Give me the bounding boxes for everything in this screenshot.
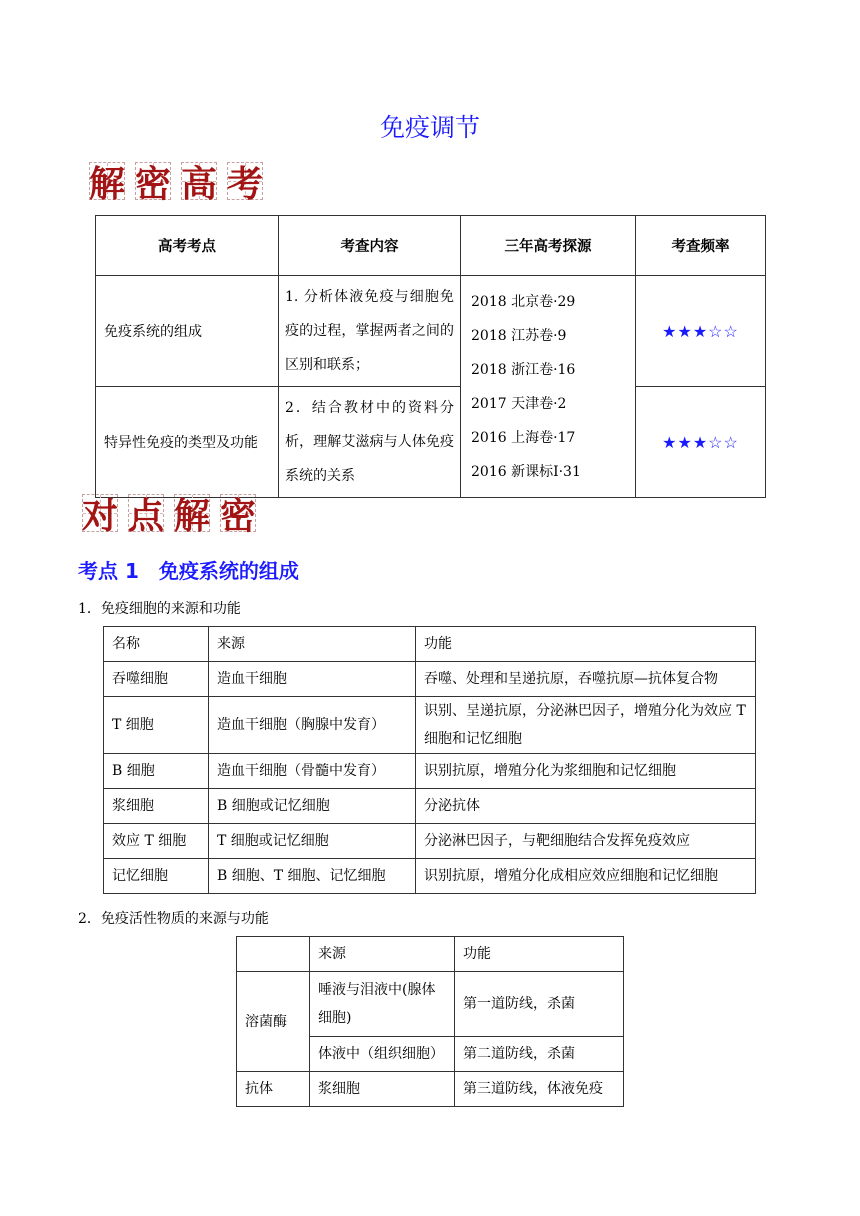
table-cell: 第二道防线，杀菌 [455,1037,624,1072]
table-row [237,972,624,1037]
source-item: 2018 江苏卷·9 [471,327,567,344]
section-heading: 考点 1 免疫系统的组成 [78,559,299,583]
banner-char: 解 [173,495,210,537]
content-cell-1: 1. 分析体液免疫与细胞免疫的过程，掌握两者之间的区别和联系； [279,276,461,387]
source-item: 2018 北京卷·29 [471,293,576,310]
table-cell: B 细胞或记忆细胞 [209,789,416,824]
header-cell: 考查内容 [279,216,461,276]
point-cell: 免疫系统的组成 [96,276,279,387]
table-cell: 第一道防线，杀菌 [455,972,624,1037]
immune-substances-table [236,936,624,1107]
table-cell: 识别、呈递抗原，分泌淋巴因子，增殖分化为效应 T 细胞和记忆细胞 [416,697,756,754]
page-title: 免疫调节 [379,113,480,142]
table-cell: 唾液与泪液中(腺体细胞) [310,972,455,1037]
table-cell: 识别抗原，增殖分化成相应效应细胞和记忆细胞 [416,859,756,894]
table-row [104,789,756,824]
banner-char: 密 [134,163,171,205]
overview-table [95,215,766,498]
header-cell: 来源 [209,627,416,662]
header-cell: 来源 [310,937,455,972]
header-cell: 三年高考探源 [461,216,636,276]
frequency-stars: ★★★☆☆ [636,387,766,498]
table-cell: T 细胞 [104,697,209,754]
header-cell: 考查频率 [636,216,766,276]
table-cell: 吞噬、处理和呈递抗原，吞噬抗原—抗体复合物 [416,662,756,697]
banner-jiemi-gaokao [85,160,267,205]
point-cell: 特异性免疫的类型及功能 [96,387,279,498]
table-cell: 第三道防线，体液免疫 [455,1072,624,1107]
table-cell: 浆细胞 [310,1072,455,1107]
header-cell [237,937,310,972]
header-cell: 功能 [455,937,624,972]
table-cell: 浆细胞 [104,789,209,824]
banner-char: 高 [180,163,217,205]
table-cell: 溶菌酶 [237,972,310,1072]
header-cell: 高考考点 [96,216,279,276]
banner-char: 密 [219,495,256,537]
header-cell: 功能 [416,627,756,662]
source-item: 2018 浙江卷·16 [471,361,576,378]
table-cell: B 细胞、T 细胞、记忆细胞 [209,859,416,894]
table-cell: 造血干细胞（骨髓中发育） [209,754,416,789]
content-cell-2: 2．结合教材中的资料分析，理解艾滋病与人体免疫系统的关系 [279,387,461,498]
table-cell: 分泌淋巴因子，与靶细胞结合发挥免疫效应 [416,824,756,859]
source-item: 2016 新课标Ⅰ·31 [471,463,581,480]
table-cell: 抗体 [237,1072,310,1107]
frequency-stars: ★★★☆☆ [636,276,766,387]
table-cell: 记忆细胞 [104,859,209,894]
source-item: 2016 上海卷·17 [471,429,576,446]
table-cell: 效应 T 细胞 [104,824,209,859]
subsection-heading: 2．免疫活性物质的来源与功能 [78,911,269,927]
table-row [237,1072,624,1107]
table-cell: B 细胞 [104,754,209,789]
table-cell: 体液中（组织细胞） [310,1037,455,1072]
banner-char: 点 [127,495,164,537]
table-row [104,662,756,697]
banner-char: 对 [81,495,118,537]
banner-char: 考 [226,163,263,205]
sources-cell [461,276,636,498]
table-row [104,697,756,754]
banner-char: 解 [88,163,125,205]
banner-duidian-jiemi [78,492,260,537]
subsection-heading: 1．免疫细胞的来源和功能 [78,601,241,617]
table-row [104,754,756,789]
table-cell: 造血干细胞（胸腺中发育） [209,697,416,754]
header-cell: 名称 [104,627,209,662]
table-cell: T 细胞或记忆细胞 [209,824,416,859]
table-cell: 分泌抗体 [416,789,756,824]
immune-cells-table [103,626,756,894]
table-cell: 吞噬细胞 [104,662,209,697]
table-row [104,859,756,894]
source-item: 2017 天津卷·2 [471,395,567,412]
table-cell: 造血干细胞 [209,662,416,697]
table-cell: 识别抗原，增殖分化为浆细胞和记忆细胞 [416,754,756,789]
table-row [104,824,756,859]
